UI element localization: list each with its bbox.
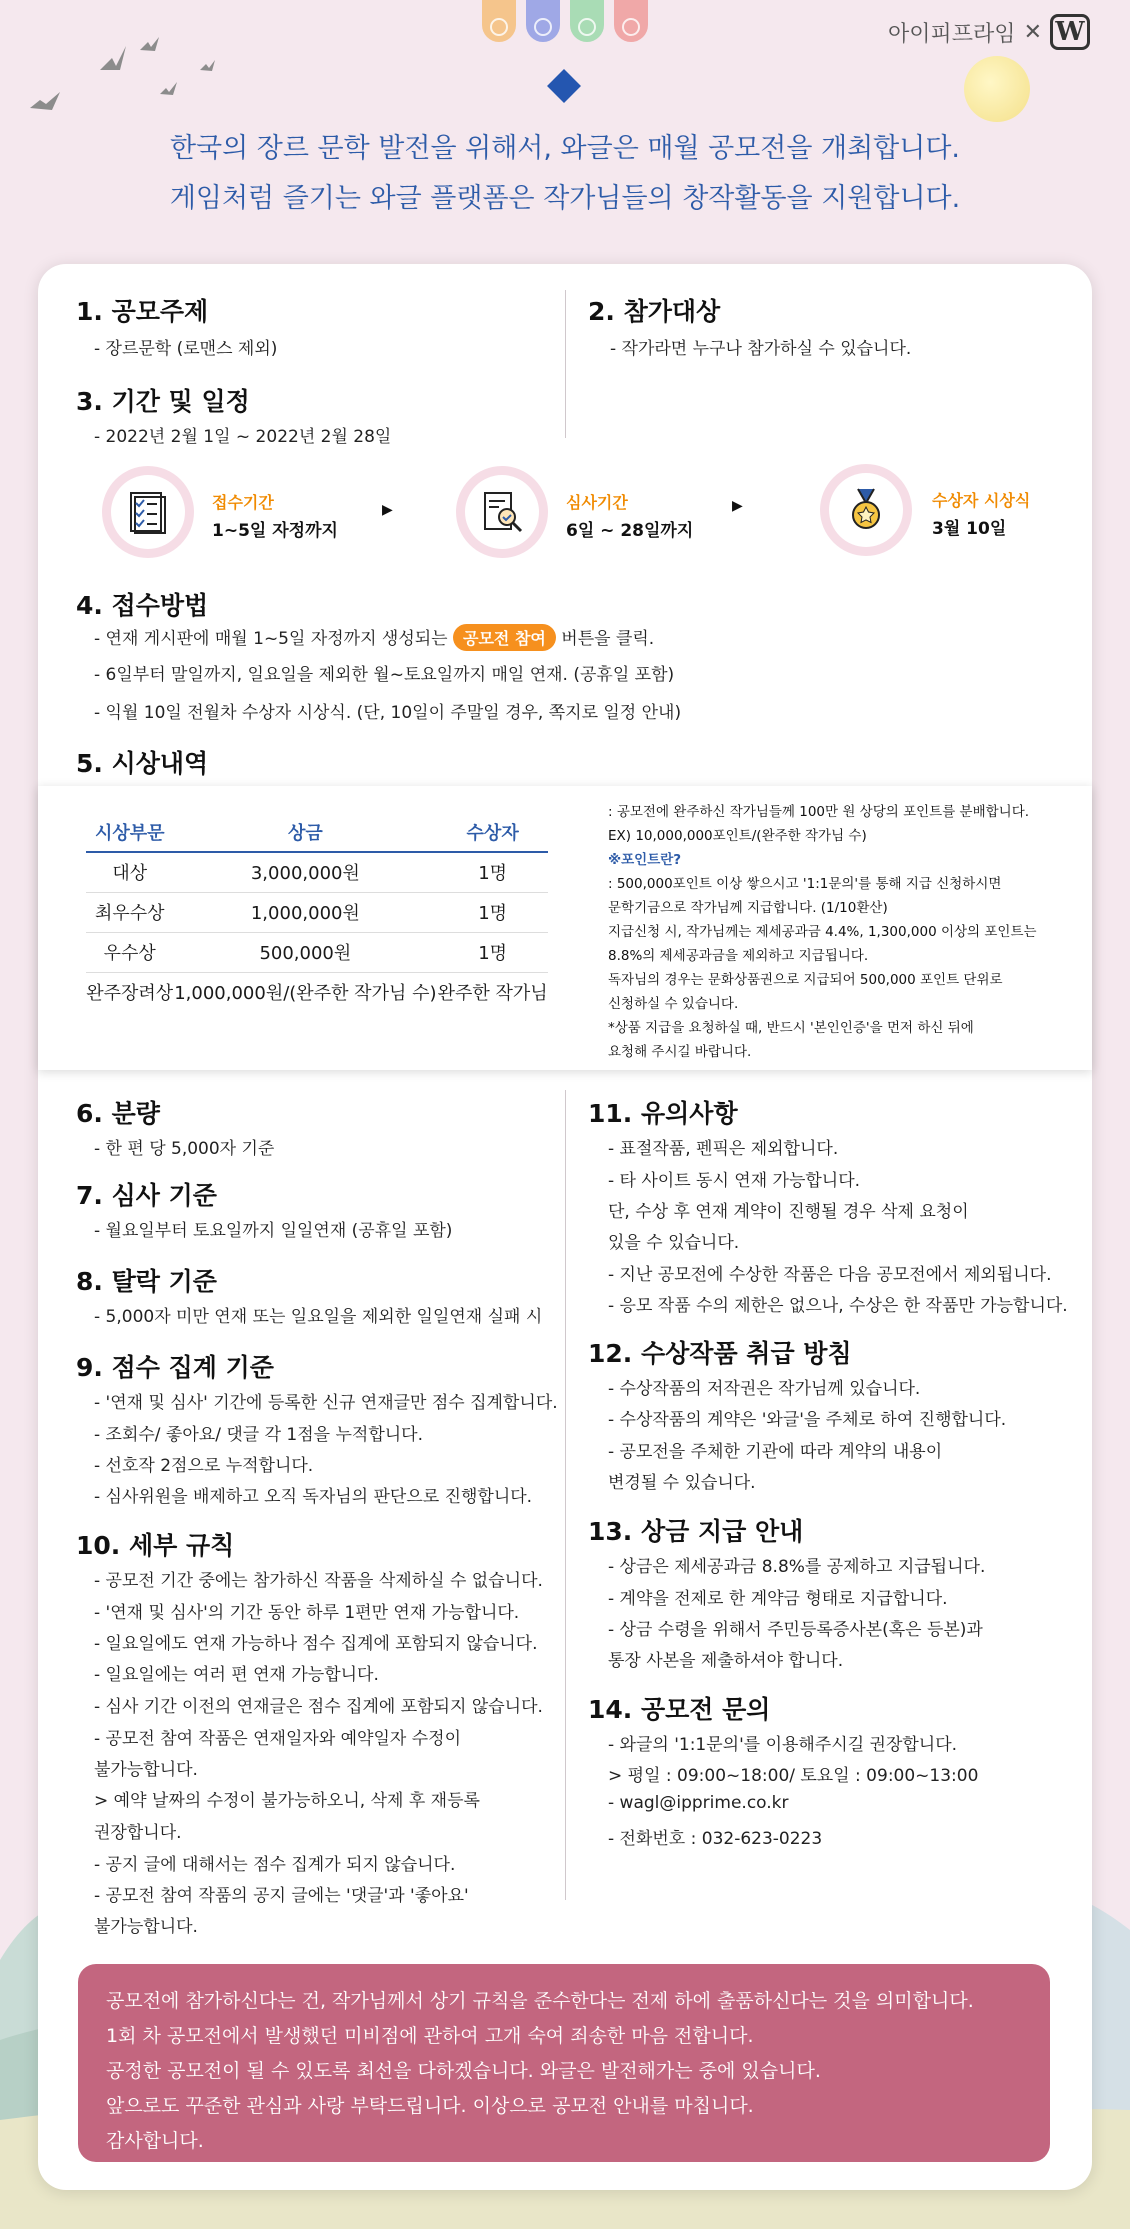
arrow-icon: ▶ [732, 498, 743, 514]
table-cell: 대상 [86, 852, 173, 892]
table-header: 상금 [173, 812, 437, 852]
section-item: - 공모전 기간 중에는 참가하신 작품을 삭제하실 수 없습니다. [94, 1571, 543, 1591]
wagl-logo-icon: W [1050, 14, 1090, 50]
section-item: - 심사위원을 배제하고 오직 독자님의 판단으로 진행합니다. [94, 1487, 533, 1507]
section-title-eligibility: 2. 참가대상 [588, 297, 721, 326]
section-item: - 심사 기간 이전의 연재글은 점수 집계에 포함되지 않습니다. [94, 1697, 543, 1717]
award-note: : 공모전에 완주하신 작가님들께 100만 원 상당의 포인트를 분배합니다. [608, 804, 1030, 820]
section-item: - 2022년 2월 1일 ~ 2022년 2월 28일 [94, 427, 392, 447]
section-item: - 조회수/ 좋아요/ 댓글 각 1점을 누적합니다. [94, 1425, 423, 1445]
step-2-label: 심사기간 [566, 493, 628, 512]
section-item: - '연재 및 심사' 기간에 등록한 신규 연재글만 점수 집계합니다. [94, 1393, 558, 1413]
section-item: - 작가라면 누구나 참가하실 수 있습니다. [610, 339, 912, 359]
section-title-awards: 5. 시상내역 [76, 749, 209, 778]
submission-line-1 [94, 624, 654, 651]
section-item: - 와글의 '1:1문의'를 이용해주시길 권장합니다. [608, 1735, 958, 1755]
submission-text: 버튼을 클릭. [561, 629, 655, 649]
award-note-heading: ※포인트란? [608, 852, 682, 868]
table-cell: 1명 [437, 892, 548, 932]
section-item: - 공모전을 주체한 기관에 따라 계약의 내용이 [608, 1442, 943, 1462]
table-cell: 최우수상 [86, 892, 173, 932]
contest-join-button[interactable]: 공모전 참여 [453, 624, 556, 651]
step-3-circle [820, 464, 912, 556]
awards-table [86, 812, 548, 1012]
section-title-criteria: 7. 심사 기준 [76, 1181, 217, 1210]
section-title-schedule: 3. 기간 및 일정 [76, 387, 250, 416]
closing-message [78, 1964, 1050, 2162]
diamond-icon [547, 69, 581, 103]
section-item: - 익월 10일 전월차 수상자 시상식. (단, 10일이 주말일 경우, 쪽지로 일정 안내) [94, 703, 682, 723]
award-note: 독자님의 경우는 문화상품권으로 지급되어 500,000 포인트 단위로 [608, 972, 1003, 988]
award-note: 신청하실 수 있습니다. [608, 996, 739, 1012]
badge-4 [614, 0, 648, 42]
section-title-inquiry: 14. 공모전 문의 [588, 1695, 771, 1724]
divider [565, 1090, 566, 1900]
section-item: 불가능합니다. [94, 1917, 198, 1937]
section-title-submission: 4. 접수방법 [76, 591, 209, 620]
decor-badges [482, 0, 648, 42]
section-item: 단, 수상 후 연재 계약이 진행될 경우 삭제 요청이 [608, 1202, 969, 1222]
brand-x: ✕ [1023, 19, 1042, 45]
section-item: - 수상작품의 저작권은 작가님께 있습니다. [608, 1379, 921, 1399]
step-1-desc: 1~5일 자정까지 [212, 521, 338, 541]
table-cell: 1,000,000원 [173, 892, 437, 932]
document-magnifier-icon [479, 489, 525, 535]
award-note: 요청해 주시길 바랍니다. [608, 1044, 752, 1060]
table-cell: 완주장려상 [86, 983, 174, 1005]
table-row [86, 892, 548, 932]
table-row [86, 972, 548, 1012]
section-item: - 표절작품, 펜픽은 제외합니다. [608, 1139, 839, 1159]
section-item: - 타 사이트 동시 연재 가능합니다. [608, 1171, 861, 1191]
birds-illustration [20, 30, 240, 120]
section-item: - 장르문학 (로맨스 제외) [94, 339, 278, 359]
section-title-notice: 11. 유의사항 [588, 1099, 738, 1128]
section-item: - 상금은 제세공과금 8.8%를 공제하고 지급됩니다. [608, 1557, 986, 1577]
section-title-scoring: 9. 점수 집계 기준 [76, 1353, 274, 1382]
arrow-icon: ▶ [382, 502, 393, 518]
contact-phone: - 전화번호 : 032-623-0223 [608, 1829, 823, 1849]
section-item: - 한 편 당 5,000자 기준 [94, 1139, 275, 1159]
closing-line: 공정한 공모전이 될 수 있도록 최선을 다하겠습니다. 와글은 발전해가는 중에 있습니다. [106, 2060, 821, 2082]
table-row [86, 932, 548, 972]
section-item: - 6일부터 말일까지, 일요일을 제외한 월~토요일까지 매일 연재. (공휴일 포함) [94, 665, 675, 685]
section-item: - 계약을 전제로 한 계약금 형태로 지급합니다. [608, 1589, 948, 1609]
table-cell: 500,000원 [173, 932, 437, 972]
section-item: - 일요일에도 연재 가능하나 점수 집계에 포함되지 않습니다. [94, 1634, 538, 1654]
section-item: - 지난 공모전에 수상한 작품은 다음 공모전에서 제외됩니다. [608, 1265, 1052, 1285]
badge-3 [570, 0, 604, 42]
closing-line: 공모전에 참가하신다는 건, 작가님께서 상기 규칙을 준수한다는 전제 하에 출품하신다는 것을 의미합니다. [106, 1990, 974, 2012]
section-item: - 5,000자 미만 연재 또는 일요일을 제외한 일일연재 실패 시 [94, 1307, 543, 1327]
section-item: > 예약 날짜의 수정이 불가능하오니, 삭제 후 재등록 [94, 1791, 480, 1811]
closing-line: 감사합니다. [106, 2130, 204, 2152]
section-title-rules: 10. 세부 규칙 [76, 1531, 235, 1560]
badge-1 [482, 0, 516, 42]
divider [565, 290, 566, 438]
section-item: 권장합니다. [94, 1823, 182, 1843]
step-2-circle [456, 466, 548, 558]
award-note: *상품 지급을 요청하실 때, 반드시 '본인인증'을 먼저 하신 뒤에 [608, 1020, 974, 1036]
table-header: 시상부문 [86, 812, 173, 852]
section-item: > 평일 : 09:00~18:00/ 토요일 : 09:00~13:00 [608, 1766, 979, 1786]
section-item: 통장 사본을 제출하셔야 합니다. [608, 1651, 844, 1671]
step-1-circle [102, 466, 194, 558]
table-cell: 1명 [437, 932, 548, 972]
table-cell: 1명 [437, 852, 548, 892]
section-item: - 공지 글에 대해서는 점수 집계가 되지 않습니다. [94, 1855, 456, 1875]
step-3-label: 수상자 시상식 [932, 491, 1031, 510]
section-item: - 선호작 2점으로 누적합니다. [94, 1456, 314, 1476]
table-cell: 우수상 [86, 932, 173, 972]
award-note: 8.8%의 제세공과금을 제외하고 지급됩니다. [608, 948, 869, 964]
table-cell: 완주한 작가님 [437, 983, 548, 1005]
intro-line-2: 게임처럼 즐기는 와글 플랫폼은 작가님들의 창작활동을 지원합니다. [169, 183, 961, 214]
section-item: - 일요일에는 여러 편 연재 가능합니다. [94, 1665, 379, 1685]
section-item: - 월요일부터 토요일까지 일일연재 (공휴일 포함) [94, 1221, 453, 1241]
moon-icon [964, 56, 1030, 122]
award-note: 문학기금으로 작가님께 지급합니다. (1/10환산) [608, 900, 888, 916]
medal-icon [843, 487, 889, 533]
table-row [86, 852, 548, 892]
section-item: - 공모전 참여 작품의 공지 글에는 '댓글'과 '좋아요' [94, 1886, 469, 1906]
award-note: EX) 10,000,000포인트/(완주한 작가님 수) [608, 828, 867, 844]
section-title-work-policy: 12. 수상작품 취급 방침 [588, 1339, 852, 1368]
section-title-prize-payment: 13. 상금 지급 안내 [588, 1517, 804, 1546]
brand [888, 14, 1090, 50]
award-note: 지급신청 시, 작가님께는 제세공과금 4.4%, 1,300,000 이상의 포인트는 [608, 924, 1037, 940]
section-item: - 응모 작품 수의 제한은 없으나, 수상은 한 작품만 가능합니다. [608, 1296, 1068, 1316]
step-1-label: 접수기간 [212, 493, 274, 512]
award-note: : 500,000포인트 이상 쌓으시고 '1:1문의'를 통해 지급 신청하시면 [608, 876, 1002, 892]
contact-email[interactable]: - wagl@ipprime.co.kr [608, 1793, 789, 1813]
section-item: 있을 수 있습니다. [608, 1233, 740, 1253]
section-title-elimination: 8. 탈락 기준 [76, 1267, 217, 1296]
document-checklist-icon [125, 489, 171, 535]
step-3-desc: 3월 10일 [932, 519, 1007, 539]
step-2-desc: 6일 ~ 28일까지 [566, 521, 694, 541]
intro-line-1: 한국의 장르 문학 발전을 위해서, 와글은 매월 공모전을 개최합니다. [169, 133, 961, 164]
section-item: - 공모전 참여 작품은 연재일자와 예약일자 수정이 [94, 1729, 461, 1749]
table-header: 수상자 [437, 812, 548, 852]
section-item: 변경될 수 있습니다. [608, 1473, 756, 1493]
table-cell: 3,000,000원 [173, 852, 437, 892]
section-item: 불가능합니다. [94, 1760, 198, 1780]
section-item: - 상금 수령을 위해서 주민등록증사본(혹은 등본)과 [608, 1620, 983, 1640]
closing-line: 1회 차 공모전에서 발생했던 미비점에 관하여 고개 숙여 죄송한 마음 전합니다. [106, 2025, 754, 2047]
section-item: - '연재 및 심사'의 기간 동안 하루 1편만 연재 가능합니다. [94, 1603, 520, 1623]
submission-text: - 연재 게시판에 매월 1~5일 자정까지 생성되는 [94, 629, 448, 649]
section-title-topic: 1. 공모주제 [76, 297, 209, 326]
closing-line: 앞으로도 꾸준한 관심과 사랑 부탁드립니다. 이상으로 공모전 안내를 마칩니다. [106, 2095, 754, 2117]
badge-2 [526, 0, 560, 42]
section-item: - 수상작품의 계약은 '와글'을 주체로 하여 진행합니다. [608, 1410, 1007, 1430]
table-cell: 1,000,000원/(완주한 작가님 수) [174, 983, 437, 1005]
brand-name: 아이피프라임 [888, 21, 1016, 47]
section-title-length: 6. 분량 [76, 1099, 160, 1128]
